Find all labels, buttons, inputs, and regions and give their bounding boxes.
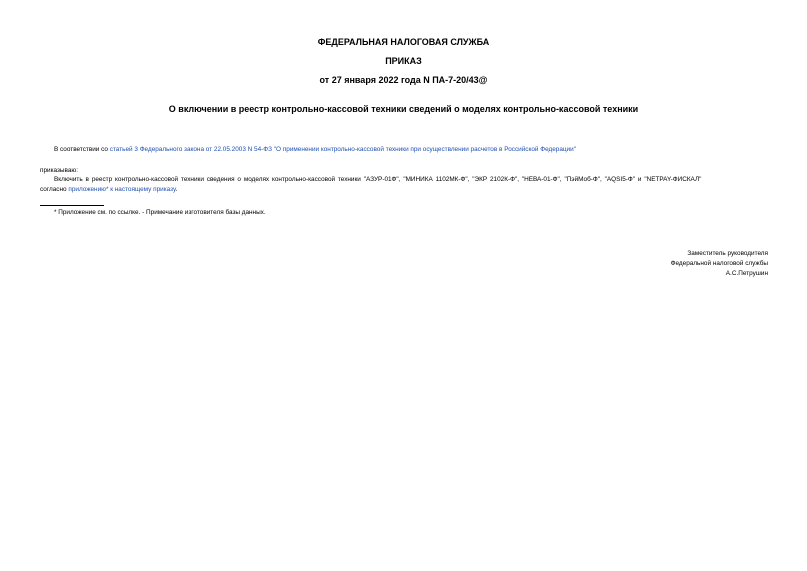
order-word: приказываю: xyxy=(40,167,78,174)
law-article-link[interactable]: статьей 3 Федерального закона от 22.05.2003 N 54-ФЗ "О применении контрольно-кассовой техники при осуществлении расчетов в Российской Федерации" xyxy=(109,146,576,153)
order-body-line-2 xyxy=(40,185,177,194)
preamble xyxy=(54,145,576,154)
order-body-tail: . xyxy=(175,186,178,193)
document-title: О включении в реестр контрольно-кассовой техники сведений о моделях контрольно-кассовой техники xyxy=(168,104,639,114)
signature-position-1: Заместитель руководителя xyxy=(687,250,768,257)
order-body-line-1: Включить в реестр контрольно-кассовой техники сведения о моделях контрольно-кассовой техники "АЗУР-01Ф", "МИНИКА 1102МК-Ф", "ЭКР 2102К-Ф", "НЕВА-01-Ф", "ПэйМоб-Ф", "AQSI5-Ф" и "NETPAY-ФИСКАЛ" xyxy=(54,176,702,183)
document-type: ПРИКАЗ xyxy=(385,56,422,66)
agency-name: ФЕДЕРАЛЬНАЯ НАЛОГОВАЯ СЛУЖБА xyxy=(317,37,490,47)
document-date-number: от 27 января 2022 года N ПА-7-20/43@ xyxy=(319,75,488,85)
footnote-text: * Приложение см. по ссылке. - Примечание изготовителя базы данных. xyxy=(54,209,266,216)
appendix-link[interactable]: приложению* к настоящему приказу xyxy=(68,186,176,193)
preamble-lead: В соответствии со xyxy=(54,146,110,153)
signature-name: А.С.Петрушин xyxy=(725,270,768,277)
footnote-divider xyxy=(40,205,104,206)
signature-position-2: Федеральной налоговой службы xyxy=(670,260,768,267)
order-body-lead: согласно xyxy=(40,186,69,193)
